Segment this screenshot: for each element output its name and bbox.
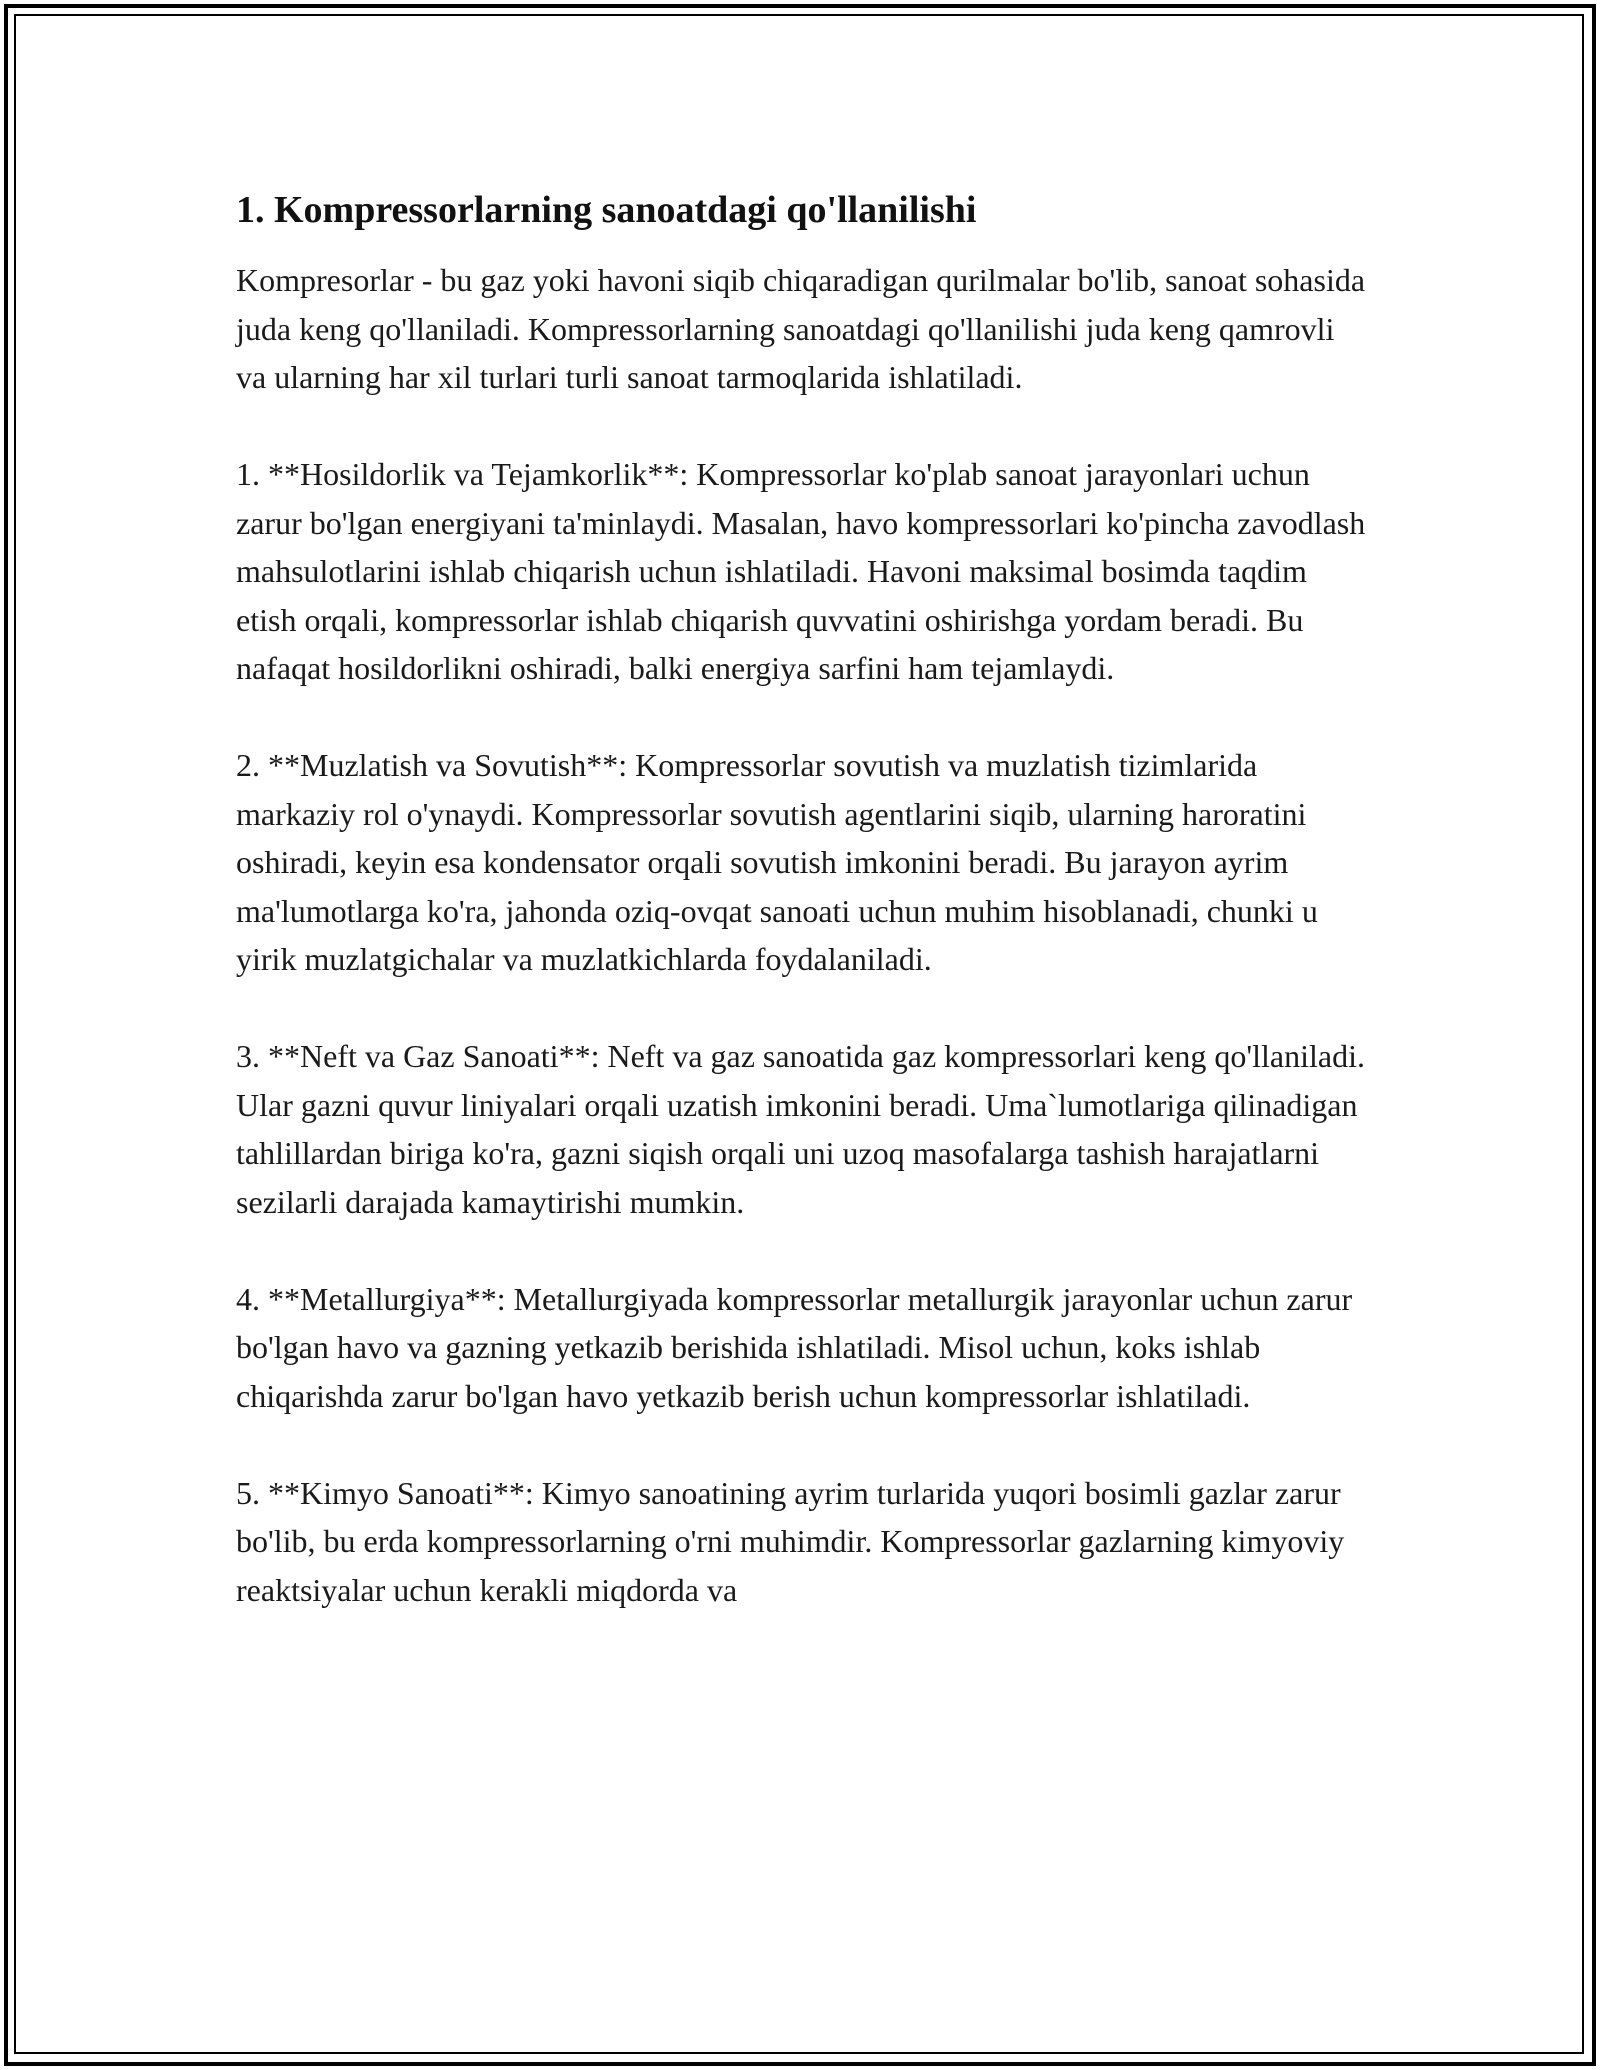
document-title: 1. Kompressorlarning sanoatdagi qo'llanilishi xyxy=(236,189,977,231)
paragraph-item-5: 5. **Kimyo Sanoati**: Kimyo sanoatining ayrim turlarida yuqori bosimli gazlar zarur bo'lib, bu erda kompressorlarning o'rni muhimdir. Kompressorlar gazlarning kimyoviy reaktsiyalar uchun kerakli miqdorda va xyxy=(236,1474,1345,1608)
paragraph-item-2: 2. **Muzlatish va Sovutish**: Kompressorlar sovutish va muzlatish tizimlarida markaziy rol o'ynaydi. Kompressorlar sovutish agentlarini siqib, ularning haroratini oshiradi, keyin esa kondensator orqali sovutish imkonini beradi. Bu jarayon ayrim ma'lumotlarga ko'ra, jahonda oziq-ovqat sanoati uchun muhim hisoblanadi, chunki u yirik muzlatgichalar va muzlatkichlarda foydalaniladi. xyxy=(236,747,1318,977)
paragraph-item-1: 1. **Hosildorlik va Tejamkorlik**: Kompressorlar ko'plab sanoat jarayonlari uchun zarur bo'lgan energiyani ta'minlaydi. Masalan, havo kompressorlari ko'pincha zavodlash mahsulotlarini ishlab chiqarish uchun ishlatiladi. Havoni maksimal bosimda taqdim etish orqali, kompressorlar ishlab chiqarish quvvatini oshirishga yordam beradi. Bu nafaqat hosildorlikni oshiradi, balki energiya sarfini ham tejamlaydi. xyxy=(236,456,1366,686)
paragraph-intro: Kompresorlar - bu gaz yoki havoni siqib chiqaradigan qurilmalar bo'lib, sanoat sohasida juda keng qo'llaniladi. Kompressorlarning sanoatdagi qo'llanilishi juda keng qamrovli va ularning har xil turlari turli sanoat tarmoqlarida ishlatiladi. xyxy=(236,262,1366,395)
paragraph-item-4: 4. **Metallurgiya**: Metallurgiyada kompressorlar metallurgik jarayonlar uchun zarur bo'lgan havo va gazning yetkazib berishida ishlatiladi. Misol uchun, koks ishlab chiqarishda zarur bo'lgan havo yetkazib berish uchun kompressorlar ishlatiladi. xyxy=(236,1280,1353,1414)
document-body xyxy=(236,186,1366,1614)
paragraph-item-3: 3. **Neft va Gaz Sanoati**: Neft va gaz sanoatida gaz kompressorlari keng qo'llaniladi. Ular gazni quvur liniyalari orqali uzatish imkonini beradi. Uma`lumotlariga qilinadigan tahlillardan biriga ko'ra, gazni siqish orqali uni uzoq masofalarga tashish harajatlarni sezilarli darajada kamaytirishi mumkin. xyxy=(236,1038,1365,1220)
